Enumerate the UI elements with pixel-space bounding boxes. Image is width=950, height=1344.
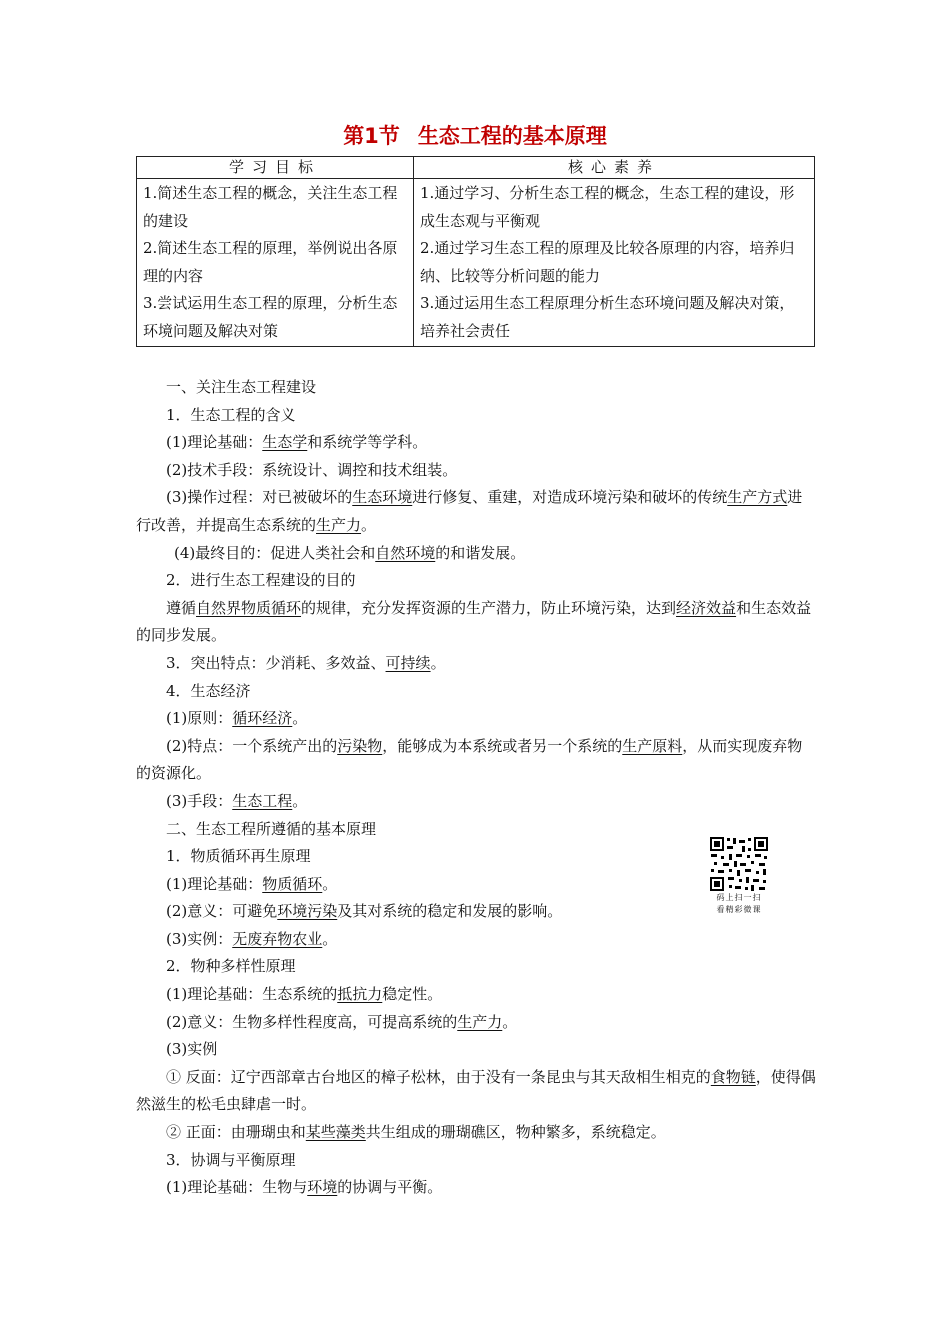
table-cell-line: 3.尝试运用生态工程的原理，分析生态环境问题及解决对策 [143,294,398,340]
paragraph: (2)意义：生物多样性程度高，可提高系统的生产力。 [166,1012,518,1031]
subheading-2-3: 3．协调与平衡原理 [166,1150,296,1169]
paragraph: 遵循自然界物质循环的规律，充分发挥资源的生产潜力，防止环境污染，达到经济效益和生态效益的同步发展。 [136,598,812,645]
qr-code-block[interactable] [706,836,772,916]
literacy-cell [414,179,815,347]
subheading-2-2: 2．物种多样性原理 [166,957,296,976]
main-content [136,374,816,1202]
subheading-1-4: 4．生态经济 [166,681,251,700]
paragraph: (2)技术手段：系统设计、调控和技术组装。 [166,460,458,479]
paragraph: ② 正面：由珊瑚虫和某些藻类共生组成的珊瑚礁区，物种繁多，系统稳定。 [166,1123,666,1142]
table-cell-line: 1.通过学习、分析生态工程的概念，生态工程的建设，形成生态观与平衡观 [420,184,795,230]
paragraph: (1)理论基础：物质循环。 [166,874,338,893]
qr-caption-2: 看精彩微课 [716,905,762,914]
goals-text [143,180,407,345]
paragraph: 3．突出特点：少消耗、多效益、可持续。 [166,653,446,672]
paragraph: (4)最终目的：促进人类社会和自然环境的和谐发展。 [174,543,526,562]
literacy-text [420,180,808,345]
table-cell-line: 3.通过运用生态工程原理分析生态环境问题及解决对策，培养社会责任 [420,294,795,340]
qr-caption-1: 码上扫一扫 [716,893,762,902]
paragraph: (2)特点：一个系统产出的污染物，能够成为本系统或者另一个系统的生产原料，从而实现废弃物的资源化。 [136,736,803,783]
paragraph: (1)理论基础：生态系统的抵抗力稳定性。 [166,985,443,1004]
section-number: 第1节 [343,124,400,148]
subheading-1-2: 2．进行生态工程建设的目的 [166,571,356,590]
table-cell-line: 2.通过学习生态工程的原理及比较各原理的内容，培养归纳、比较等分析问题的能力 [420,239,795,285]
paragraph: (3)手段：生态工程。 [166,791,308,810]
table-cell-line: 1.简述生态工程的概念，关注生态工程的建设 [143,184,398,230]
paragraph: (1)理论基础：生态学和系统学等学科。 [166,433,428,452]
heading-1: 一、关注生态工程建设 [166,378,317,396]
table-cell-line: 2.简述生态工程的原理，举例说出各原理的内容 [143,239,398,285]
paragraph: ① 反面：辽宁西部章古台地区的樟子松林，由于没有一条昆虫与其天敌相生相克的食物链，使得偶然滋生的松毛虫肆虐一时。 [136,1067,816,1114]
paragraph: (3)实例：无废弃物农业。 [166,929,338,948]
table-header-literacy: 核心素养 [414,157,815,179]
subheading-2-1: 1．物质循环再生原理 [166,847,311,866]
paragraph: (1)理论基础：生物与环境的协调与平衡。 [166,1178,443,1197]
paragraph: (2)意义：可避免环境污染及其对系统的稳定和发展的影响。 [166,902,563,921]
goals-cell [137,179,414,347]
paragraph: (3)操作过程：对已被破坏的生态环境进行修复、重建，对造成环境污染和破坏的传统生产方式进行改善，并提高生态系统的生产力。 [136,488,803,534]
paragraph: (3)实例 [166,1040,218,1059]
page-title [0,120,950,150]
section-title: 生态工程的基本原理 [417,124,607,148]
subheading-1-1: 1．生态工程的含义 [166,405,296,424]
objectives-table [136,156,815,347]
heading-2: 二、生态工程所遵循的基本原理 [166,819,377,838]
table-header-goals: 学习目标 [137,157,414,179]
paragraph: (1)原则：循环经济。 [166,709,308,728]
qr-code-icon[interactable] [709,836,769,892]
